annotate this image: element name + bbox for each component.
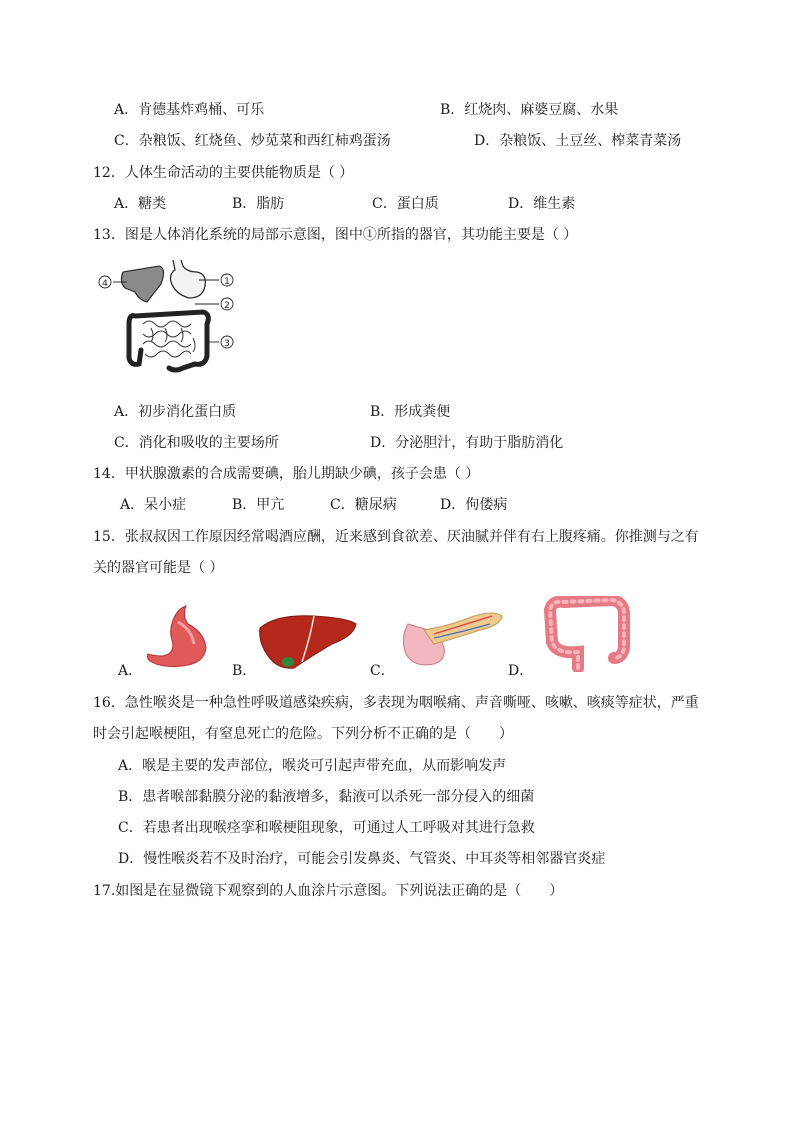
q12-option-d: D．维生素 bbox=[508, 196, 576, 212]
liver-shape bbox=[121, 266, 163, 302]
q16-option-a: A．喉是主要的发声部位，喉炎可引起声带充血，从而影响发声 bbox=[118, 758, 507, 774]
stomach-shape bbox=[171, 260, 206, 298]
q14-option-d: D．佝偻病 bbox=[440, 497, 508, 513]
q15-stem-line2: 关的器官可能是（ ） bbox=[93, 560, 224, 576]
digestive-system-diagram bbox=[95, 258, 245, 382]
stomach-image bbox=[142, 604, 222, 672]
q13-option-c: C．消化和吸收的主要场所 bbox=[114, 435, 279, 451]
q14-stem: 14．甲状腺激素的合成需要碘，胎儿期缺少碘，孩子会患（ ） bbox=[93, 466, 480, 482]
liver-image bbox=[256, 610, 360, 672]
pancreas-image bbox=[394, 604, 506, 672]
q11-option-c: C．杂粮饭、红烧鱼、炒苋菜和西红柿鸡蛋汤 bbox=[114, 133, 391, 149]
q14-option-a: A．呆小症 bbox=[120, 497, 187, 513]
q14-option-b: B．甲亢 bbox=[232, 497, 285, 513]
q16-option-c: C．若患者出现喉痉挛和喉梗阻现象，可通过人工呼吸对其进行急救 bbox=[118, 820, 535, 836]
large-intestine-shape bbox=[129, 312, 208, 370]
q16-option-b: B．患者喉部黏膜分泌的黏液增多，黏液可以杀死一部分侵入的细菌 bbox=[118, 789, 535, 805]
q11-option-d: D．杂粮饭、土豆丝、榨菜青菜汤 bbox=[474, 133, 682, 149]
small-intestine-shape bbox=[143, 321, 195, 357]
q15-option-a: A． bbox=[118, 663, 143, 679]
q11-option-b: B．红烧肉、麻婆豆腐、水果 bbox=[440, 102, 619, 118]
q16-stem-line2: 时会引起喉梗阻，有窒息死亡的危险。下列分析不正确的是（ ） bbox=[93, 726, 513, 742]
q16-stem-line1: 16．急性喉炎是一种急性呼吸道感染疾病，多表现为咽喉痛、声音嘶哑、咳嗽、咳痰等症状，严重 bbox=[93, 695, 699, 711]
q12-stem: 12．人体生命活动的主要供能物质是（ ） bbox=[93, 165, 354, 181]
q13-option-d: D．分泌胆汁，有助于脂肪消化 bbox=[370, 435, 564, 451]
q15-option-d: D． bbox=[508, 663, 534, 679]
label-3: 3 bbox=[224, 339, 230, 349]
label-1: 1 bbox=[224, 277, 230, 287]
q16-option-d: D．慢性喉炎若不及时治疗，可能会引发鼻炎、气管炎、中耳炎等相邻器官炎症 bbox=[118, 851, 606, 867]
q17-stem: 17.如图是在显微镜下观察到的人血涂片示意图。下列说法正确的是（ ） bbox=[93, 883, 564, 899]
q12-option-c: C．蛋白质 bbox=[372, 196, 439, 212]
q15-option-c: C． bbox=[370, 663, 395, 679]
label-2: 2 bbox=[224, 301, 230, 311]
label-4: 4 bbox=[102, 279, 108, 289]
q14-option-c: C．糖尿病 bbox=[330, 497, 397, 513]
q15-stem-line1: 15．张叔叔因工作原因经常喝酒应酬，近来感到食欲差、厌油腻并伴有右上腹疼痛。你推测与之有 bbox=[93, 529, 699, 545]
q15-option-b: B． bbox=[232, 663, 257, 679]
q12-option-b: B．脂肪 bbox=[232, 196, 285, 212]
q12-option-a: A．糖类 bbox=[114, 196, 167, 212]
q13-stem: 13．图是人体消化系统的局部示意图，图中①所指的器官，其功能主要是（ ） bbox=[93, 227, 578, 243]
large-intestine-image bbox=[538, 596, 634, 672]
q13-option-a: A．初步消化蛋白质 bbox=[114, 404, 237, 420]
q11-option-a: A．肯德基炸鸡桶、可乐 bbox=[114, 102, 265, 118]
q13-option-b: B．形成粪便 bbox=[370, 404, 451, 420]
